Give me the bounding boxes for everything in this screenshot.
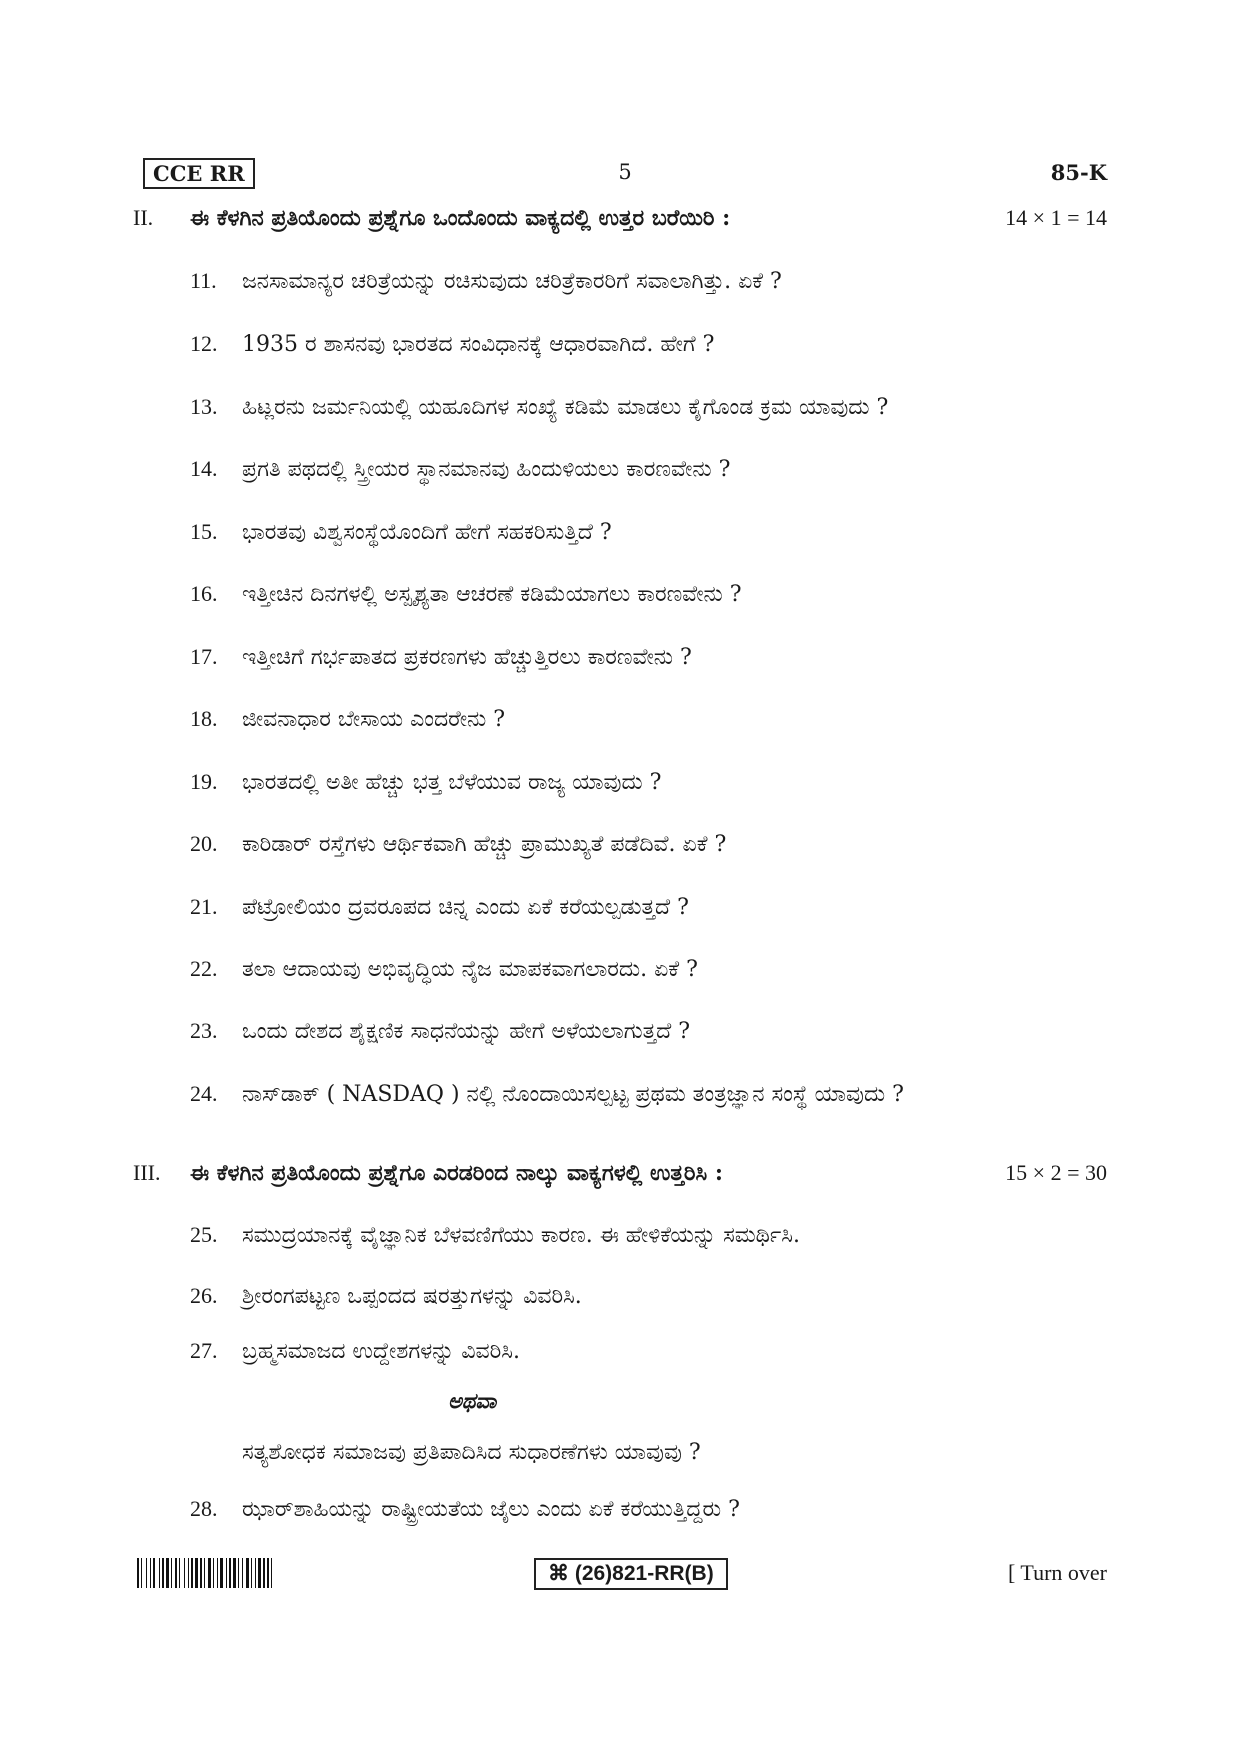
question-number: 23. (190, 1018, 218, 1043)
question-item (190, 268, 1110, 302)
barcode-icon (137, 1558, 382, 1588)
question-text: ಶ್ರೀರಂಗಪಟ್ಟಣ ಒಪ್ಪಂದದ ಷರತ್ತುಗಳನ್ನು ವಿವರಿಸಿ. (242, 1284, 582, 1309)
question-item (190, 331, 1110, 365)
section-marks: 15 × 2 = 30 (1005, 1160, 1107, 1185)
question-item (190, 1283, 1110, 1317)
question-number: 28. (190, 1496, 218, 1521)
question-text: ಇತ್ತೀಚಿಗೆ ಗರ್ಭಪಾತದ ಪ್ರಕರಣಗಳು ಹೆಚ್ಚುತ್ತಿರಲು ಕಾರಣವೇನು ? (242, 645, 692, 670)
question-number: 14. (190, 456, 218, 481)
question-text: ಒಂದು ದೇಶದ ಶೈಕ್ಷಣಿಕ ಸಾಧನೆಯನ್ನು ಹೇಗೆ ಅಳೆಯಲಾಗುತ್ತದೆ ? (242, 1019, 691, 1044)
question-item (190, 1018, 1110, 1052)
footer-code-box: ⌘ (26)821-RR(B) (534, 1558, 728, 1590)
question-text: ನಾಸ್‌ಡಾಕ್ ( NASDAQ ) ನಲ್ಲಿ ನೊಂದಾಯಿಸಲ್ಪಟ್ಟ ಪ್ರಥಮ ತಂತ್ರಜ್ಞಾನ ಸಂಸ್ಥೆ ಯಾವುದು ? (242, 1082, 904, 1107)
question-text: ಪೆಟ್ರೋಲಿಯಂ ದ್ರವರೂಪದ ಚಿನ್ನ ಎಂದು ಏಕೆ ಕರೆಯಲ್ಪಡುತ್ತದೆ ? (242, 895, 689, 920)
question-text: ಭಾರತವು ವಿಶ್ವಸಂಸ್ಥೆಯೊಂದಿಗೆ ಹೇಗೆ ಸಹಕರಿಸುತ್ತಿದೆ ? (242, 520, 612, 545)
question-number: 17. (190, 644, 218, 669)
question-text: ಝಾರ್‌ಶಾಹಿಯನ್ನು ರಾಷ್ಟ್ರೀಯತೆಯ ಜೈಲು ಎಂದು ಏಕೆ ಕರೆಯುತ್ತಿದ್ದರು ? (242, 1497, 740, 1522)
question-item (190, 894, 1110, 928)
question-number: 25. (190, 1222, 218, 1247)
question-number: 19. (190, 769, 218, 794)
section-instruction: ಈ ಕೆಳಗಿನ ಪ್ರತಿಯೊಂದು ಪ್ರಶ್ನೆಗೂ ಒಂದೊಂದು ವಾಕ್ಯದಲ್ಲಿ ಉತ್ತರ ಬರೆಯಿರಿ : (190, 205, 731, 231)
question-number: 18. (190, 706, 218, 731)
question-text: ಬ್ರಹ್ಮಸಮಾಜದ ಉದ್ದೇಶಗಳನ್ನು ವಿವರಿಸಿ. (242, 1339, 520, 1364)
question-item (190, 1338, 1110, 1372)
question-text: 1935 ರ ಶಾಸನವು ಭಾರತದ ಸಂವಿಧಾನಕ್ಕೆ ಆಧಾರವಾಗಿದೆ. ಹೇಗೆ ? (242, 332, 715, 357)
question-item (190, 394, 1110, 428)
page-header (143, 158, 1107, 192)
question-item (190, 706, 1110, 740)
alternative-question: ಸತ್ಯಶೋಧಕ ಸಮಾಜವು ಪ್ರತಿಪಾದಿಸಿದ ಸುಧಾರಣೆಗಳು ಯಾವುವು ? (242, 1440, 701, 1465)
page-footer (137, 1558, 1107, 1594)
question-item (190, 581, 1110, 615)
question-text: ಸಮುದ್ರಯಾನಕ್ಕೆ ವೈಜ್ಞಾನಿಕ ಬೆಳವಣಿಗೆಯು ಕಾರಣ. ಈ ಹೇಳಿಕೆಯನ್ನು ಸಮರ್ಥಿಸಿ. (242, 1223, 800, 1248)
question-text: ಜನಸಾಮಾನ್ಯರ ಚರಿತ್ರೆಯನ್ನು ರಚಿಸುವುದು ಚರಿತ್ರೆಕಾರರಿಗೆ ಸವಾಲಾಗಿತ್ತು. ಏಕೆ ? (242, 269, 782, 294)
section-number: III. (133, 1160, 161, 1185)
question-number: 20. (190, 831, 218, 856)
question-item (190, 1496, 1110, 1530)
question-number: 11. (190, 268, 217, 293)
section-2-heading (133, 205, 1107, 239)
question-text: ಭಾರತದಲ್ಲಿ ಅತೀ ಹೆಚ್ಚು ಭತ್ತ ಬೆಳೆಯುವ ರಾಜ್ಯ ಯಾವುದು ? (242, 770, 662, 795)
question-text: ಕಾರಿಡಾರ್ ರಸ್ತೆಗಳು ಆರ್ಥಿಕವಾಗಿ ಹೆಚ್ಚು ಪ್ರಾಮುಖ್ಯತೆ ಪಡೆದಿವೆ. ಏಕೆ ? (242, 832, 727, 857)
paper-code: 85-K (1050, 160, 1107, 185)
question-number: 15. (190, 519, 218, 544)
question-text: ಜೀವನಾಧಾರ ಬೇಸಾಯ ಎಂದರೇನು ? (242, 707, 506, 732)
question-number: 22. (190, 956, 218, 981)
section-3-heading (133, 1160, 1107, 1194)
question-item (190, 956, 1110, 990)
question-text: ತಲಾ ಆದಾಯವು ಅಭಿವೃದ್ಧಿಯ ನೈಜ ಮಾಪಕವಾಗಲಾರದು. ಏಕೆ ? (242, 957, 698, 982)
section-instruction: ಈ ಕೆಳಗಿನ ಪ್ರತಿಯೊಂದು ಪ್ರಶ್ನೆಗೂ ಎರಡರಿಂದ ನಾಲ್ಕು ವಾಕ್ಯಗಳಲ್ಲಿ ಉತ್ತರಿಸಿ : (190, 1160, 723, 1186)
question-number: 26. (190, 1283, 218, 1308)
question-number: 24. (190, 1081, 218, 1106)
question-item (190, 1081, 1110, 1115)
section-number: II. (133, 205, 154, 230)
question-number: 13. (190, 394, 218, 419)
question-number: 12. (190, 331, 218, 356)
question-number: 21. (190, 894, 218, 919)
exam-code-box: CCE RR (143, 158, 255, 189)
page-number: 5 (618, 160, 632, 184)
question-item (190, 769, 1110, 803)
question-item (190, 1222, 1110, 1256)
question-item (190, 456, 1110, 490)
question-text: ಹಿಟ್ಲರನು ಜರ್ಮನಿಯಲ್ಲಿ ಯಹೂದಿಗಳ ಸಂಖ್ಯೆ ಕಡಿಮೆ ಮಾಡಲು ಕೈಗೊಂಡ ಕ್ರಮ ಯಾವುದು ? (242, 395, 889, 420)
question-item (190, 519, 1110, 553)
or-label: ಅಥವಾ (448, 1388, 497, 1413)
question-item (190, 831, 1110, 865)
section-marks: 14 × 1 = 14 (1005, 205, 1107, 230)
question-number: 27. (190, 1338, 218, 1363)
question-item (190, 644, 1110, 678)
question-number: 16. (190, 581, 218, 606)
question-text: ಇತ್ತೀಚಿನ ದಿನಗಳಲ್ಲಿ ಅಸ್ಪೃಶ್ಯತಾ ಆಚರಣೆ ಕಡಿಮೆಯಾಗಲು ಕಾರಣವೇನು ? (242, 582, 742, 607)
turn-over-label: [ Turn over (1007, 1560, 1107, 1585)
question-text: ಪ್ರಗತಿ ಪಥದಲ್ಲಿ ಸ್ತ್ರೀಯರ ಸ್ಥಾನಮಾನವು ಹಿಂದುಳಿಯಲು ಕಾರಣವೇನು ? (242, 457, 731, 482)
